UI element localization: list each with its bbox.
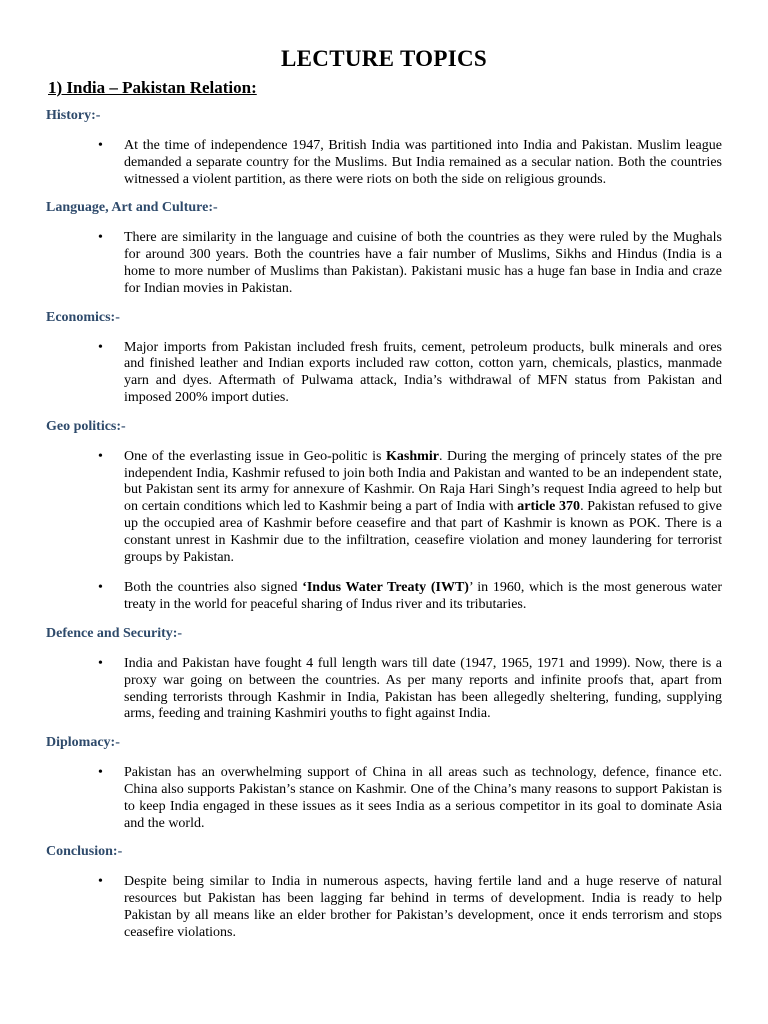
section-heading: Defence and Security:- bbox=[46, 625, 183, 641]
section-history bbox=[46, 108, 722, 188]
section-geo-politics bbox=[46, 419, 722, 614]
bullet-text: . Pakistan refused to give up the occupied area of Kashmir before ceasefire and that part of Kashmir is known as POK. There is a constant unrest in Kashmir due to the infiltration, ceasefire violation and money laundering for terrorist groups by Pakistan. bbox=[124, 499, 722, 565]
section-economics bbox=[46, 310, 722, 407]
bold-term-iwt: ‘Indus Water Treaty (IWT) bbox=[302, 580, 469, 596]
bullet-item bbox=[46, 449, 722, 567]
bullet-text: ’ in 1960, which is the most generous water treaty in the world for peaceful sharing of Indus river and its tributaries. bbox=[124, 580, 722, 613]
bullet-text: . During the merging of princely states of the pre independent India, Kashmir refused to join both India and Pakistan and wanted to be an independent state, but Pakistan sent its army for annexure of Kashmir. On Raja Hari Singh’s request India agreed to help but on certain conditions which led to Kashmir being a part of India with bbox=[124, 448, 722, 515]
bullet-item: • Despite being similar to India in numerous aspects, having fertile land and a huge reserve of natural resources but Pakistan has been lagging far behind in terms of development. India is ready to help Pakistan by all means like an elder brother for Pakistan’s development, once it ends terrorism and stops ceasefire violations. bbox=[46, 874, 722, 941]
bullet-item: • At the time of independence 1947, British India was partitioned into India and Pakistan. Muslim league demanded a separate country for the Muslims. But India remained as a secular nation. Both the countries witnessed a violent partition, as there were riots on both the side on religious grounds. bbox=[46, 138, 722, 188]
section-heading: Diplomacy:- bbox=[46, 735, 120, 751]
page-title: LECTURE TOPICS bbox=[281, 46, 487, 71]
bullet-item: • India and Pakistan have fought 4 full length wars till date (1947, 1965, 1971 and 1999). Now, there is a proxy war going on between the countries. As per many reports and infinite proofs that, apart from sending terrorists through Kashmir in India, Pakistan has been allegedly sheltering, funding, supplying arms, feeding and training Kashmiri youths to fight against India. bbox=[46, 656, 722, 723]
bullet-list bbox=[46, 874, 722, 941]
section-heading: Geo politics:- bbox=[46, 418, 126, 434]
section-heading: Economics:- bbox=[46, 309, 120, 325]
bullet-list bbox=[46, 449, 722, 614]
section-conclusion bbox=[46, 844, 722, 941]
bullet-list bbox=[46, 656, 722, 723]
bullet-item: • Major imports from Pakistan included fresh fruits, cement, petroleum products, bulk minerals and ores and finished leather and Indian exports included raw cotton, cotton yarn, chemicals, plastics, manmade yarn and dyes. Aftermath of Pulwama attack, India’s withdrawal of MFN status from Pakistan and imposed 200% import duties. bbox=[46, 340, 722, 407]
bullet-list bbox=[46, 138, 722, 188]
section-defence-security bbox=[46, 626, 722, 723]
bullet-item: • Pakistan has an overwhelming support of China in all areas such as technology, defence, finance etc. China also supports Pakistan’s stance on Kashmir. One of the China’s many reasons to support Pakistan is to keep India engaged in these issues as it sees India as a serious competitor in its goal to dominate Asia and the world. bbox=[46, 765, 722, 832]
topic-heading: 1) India – Pakistan Relation: bbox=[48, 78, 257, 97]
bullet-list bbox=[46, 765, 722, 832]
bullet-text: Both the countries also signed bbox=[124, 580, 303, 596]
bullet-item bbox=[46, 580, 722, 614]
section-heading: Language, Art and Culture:- bbox=[46, 200, 218, 216]
bullet-text: One of the everlasting issue in Geo-politic is bbox=[124, 448, 387, 464]
section-heading: History:- bbox=[46, 108, 101, 123]
bullet-list bbox=[46, 230, 722, 297]
bullet-list bbox=[46, 340, 722, 407]
section-diplomacy bbox=[46, 735, 722, 832]
section-language-art-culture bbox=[46, 200, 722, 297]
bullet-item: • There are similarity in the language and cuisine of both the countries as they were ruled by the Mughals for around 300 years. Both the countries have a fair number of Muslims, Sikhs and Hindus (India is a home to more number of Muslims than Pakistan). Pakistani music has a huge fan base in India and craze for Indian movies in Pakistan. bbox=[46, 230, 722, 297]
bold-term-kashmir: Kashmir bbox=[386, 448, 439, 464]
bold-term-article-370: article 370 bbox=[517, 499, 581, 515]
section-heading: Conclusion:- bbox=[46, 844, 123, 860]
